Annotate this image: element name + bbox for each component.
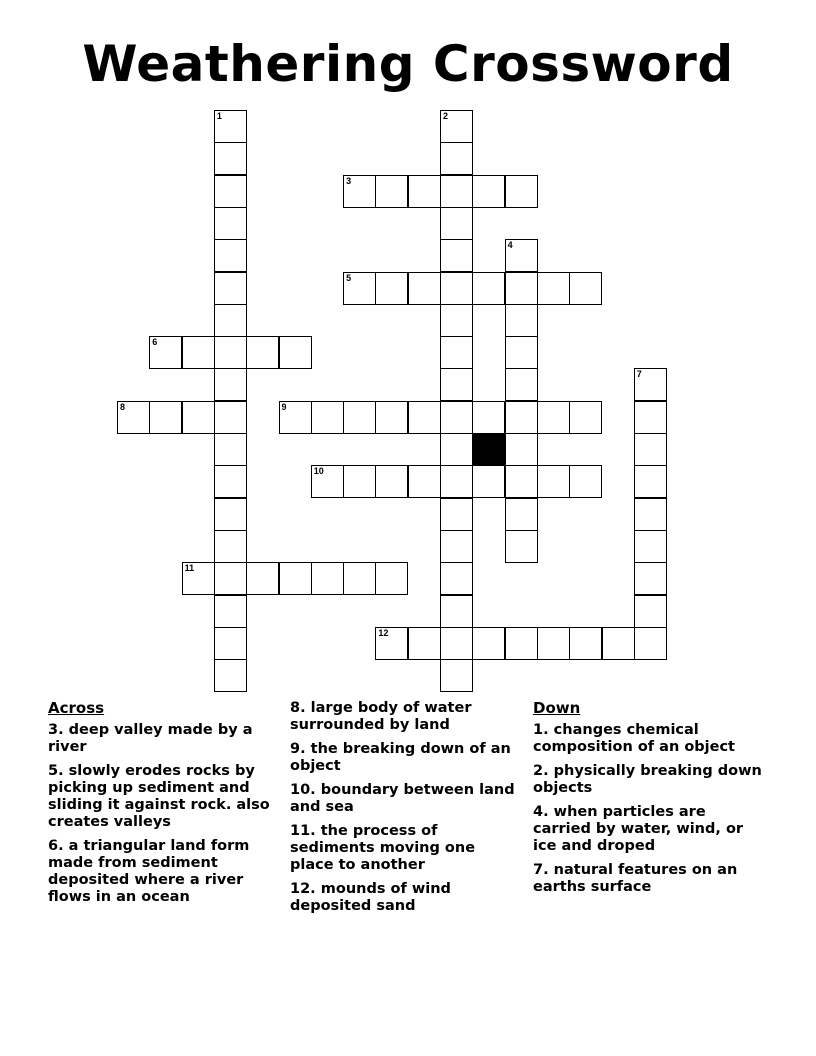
grid-cell[interactable] bbox=[440, 175, 473, 208]
grid-cell[interactable] bbox=[343, 272, 376, 305]
grid-cell[interactable] bbox=[505, 433, 538, 466]
grid-cell[interactable] bbox=[440, 562, 473, 595]
clue-down-7: 7. natural features on an earths surface bbox=[533, 862, 738, 895]
grid-cell[interactable] bbox=[246, 562, 279, 595]
grid-cell[interactable] bbox=[505, 368, 538, 401]
grid-cell[interactable] bbox=[311, 562, 344, 595]
grid-cell[interactable] bbox=[182, 401, 215, 434]
grid-cell[interactable] bbox=[408, 401, 441, 434]
across-clues-column-2 bbox=[290, 700, 522, 922]
grid-cell[interactable] bbox=[569, 401, 602, 434]
grid-cell[interactable] bbox=[149, 401, 182, 434]
grid-cell[interactable] bbox=[440, 336, 473, 369]
clue-across-3: 3. deep valley made by a river bbox=[48, 722, 253, 755]
grid-cell[interactable] bbox=[602, 627, 635, 660]
grid-cell[interactable] bbox=[440, 368, 473, 401]
grid-cell[interactable] bbox=[440, 465, 473, 498]
grid-cell[interactable] bbox=[279, 401, 312, 434]
grid-cell[interactable] bbox=[214, 272, 247, 305]
clue-down-2: 2. physically breaking down objects bbox=[533, 763, 762, 796]
grid-cell[interactable] bbox=[505, 401, 538, 434]
grid-cell[interactable] bbox=[440, 498, 473, 531]
clue-number: 8 bbox=[120, 401, 126, 412]
clue-number: 2 bbox=[443, 111, 449, 121]
grid-cell[interactable] bbox=[214, 595, 247, 628]
grid-cell[interactable] bbox=[505, 175, 538, 208]
grid-cell[interactable] bbox=[440, 595, 473, 628]
grid-cell[interactable] bbox=[408, 465, 441, 498]
grid-cell[interactable] bbox=[634, 595, 667, 628]
grid-cell[interactable] bbox=[214, 239, 247, 272]
grid-cell[interactable] bbox=[505, 304, 538, 337]
grid-cell[interactable] bbox=[375, 627, 408, 660]
black-square bbox=[472, 433, 505, 466]
grid-cell[interactable] bbox=[214, 110, 247, 143]
grid-cell[interactable] bbox=[569, 627, 602, 660]
grid-cell[interactable] bbox=[214, 336, 247, 369]
grid-cell[interactable] bbox=[634, 465, 667, 498]
grid-cell[interactable] bbox=[569, 272, 602, 305]
clue-down-4: 4. when particles are carried by water, wind, or ice and droped bbox=[533, 804, 744, 854]
across-heading: Across bbox=[48, 699, 105, 717]
clue-across-5: 5. slowly erodes rocks by picking up sediment and sliding it against rock. also creates valleys bbox=[48, 763, 270, 830]
clue-number: 9 bbox=[281, 401, 287, 412]
grid-cell[interactable] bbox=[634, 627, 667, 660]
grid-cell[interactable] bbox=[375, 465, 408, 498]
grid-cell[interactable] bbox=[537, 627, 570, 660]
grid-cell[interactable] bbox=[634, 498, 667, 531]
grid-cell[interactable] bbox=[214, 659, 247, 692]
down-heading: Down bbox=[533, 699, 581, 717]
grid-cell[interactable] bbox=[440, 272, 473, 305]
grid-cell[interactable] bbox=[440, 659, 473, 692]
grid-cell[interactable] bbox=[279, 562, 312, 595]
clue-across-6: 6. a triangular land form made from sediment deposited where a river flows in an ocean bbox=[48, 838, 250, 905]
grid-cell[interactable] bbox=[246, 336, 279, 369]
grid-cell[interactable] bbox=[214, 465, 247, 498]
grid-cell[interactable] bbox=[440, 530, 473, 563]
grid-cell[interactable] bbox=[634, 562, 667, 595]
grid-cell[interactable] bbox=[505, 530, 538, 563]
grid-cell[interactable] bbox=[343, 401, 376, 434]
grid-cell[interactable] bbox=[505, 336, 538, 369]
grid-cell[interactable] bbox=[214, 401, 247, 434]
page-title: Weathering Crossword bbox=[82, 35, 734, 93]
down-clues-column bbox=[533, 700, 765, 903]
grid-cell[interactable] bbox=[408, 175, 441, 208]
grid-cell[interactable] bbox=[375, 401, 408, 434]
grid-cell[interactable] bbox=[440, 142, 473, 175]
clue-number: 1 bbox=[216, 111, 222, 121]
grid-cell[interactable] bbox=[214, 304, 247, 337]
across-clues-column-1 bbox=[48, 700, 280, 913]
grid-cell[interactable] bbox=[634, 530, 667, 563]
grid-cell[interactable] bbox=[440, 239, 473, 272]
grid-cell[interactable] bbox=[505, 498, 538, 531]
grid-cell[interactable] bbox=[537, 272, 570, 305]
grid-cell[interactable] bbox=[440, 401, 473, 434]
clue-number: 6 bbox=[152, 337, 158, 348]
grid-cell[interactable] bbox=[569, 465, 602, 498]
grid-cell[interactable] bbox=[472, 272, 505, 305]
grid-cell[interactable] bbox=[214, 175, 247, 208]
clue-across-12: 12. mounds of wind deposited sand bbox=[290, 881, 451, 914]
grid-cell[interactable] bbox=[214, 433, 247, 466]
grid-cell[interactable] bbox=[311, 401, 344, 434]
clue-across-11: 11. the process of sediments moving one place to another bbox=[290, 823, 476, 873]
grid-cell[interactable] bbox=[505, 627, 538, 660]
grid-cell[interactable] bbox=[408, 272, 441, 305]
grid-cell[interactable] bbox=[375, 272, 408, 305]
grid-cell[interactable] bbox=[214, 562, 247, 595]
grid-cell[interactable] bbox=[149, 336, 182, 369]
grid-cell[interactable] bbox=[634, 433, 667, 466]
clue-across-8: 8. large body of water surrounded by land bbox=[290, 700, 472, 733]
grid-cell[interactable] bbox=[440, 304, 473, 337]
grid-cell[interactable] bbox=[472, 175, 505, 208]
clue-number: 12 bbox=[378, 627, 389, 638]
grid-cell[interactable] bbox=[214, 530, 247, 563]
grid-cell[interactable] bbox=[440, 207, 473, 240]
grid-cell[interactable] bbox=[214, 498, 247, 531]
grid-cell[interactable] bbox=[214, 368, 247, 401]
grid-cell[interactable] bbox=[472, 401, 505, 434]
grid-cell[interactable] bbox=[537, 401, 570, 434]
clue-number: 5 bbox=[346, 272, 352, 283]
clue-across-10: 10. boundary between land and sea bbox=[290, 782, 515, 815]
grid-cell[interactable] bbox=[343, 562, 376, 595]
grid-cell[interactable] bbox=[214, 142, 247, 175]
grid-cell[interactable] bbox=[343, 175, 376, 208]
grid-cell[interactable] bbox=[408, 627, 441, 660]
clue-number: 4 bbox=[507, 240, 513, 251]
grid-cell[interactable] bbox=[375, 175, 408, 208]
grid-cell[interactable] bbox=[634, 368, 667, 401]
grid-cell[interactable] bbox=[214, 627, 247, 660]
grid-cell[interactable] bbox=[440, 627, 473, 660]
clue-across-9: 9. the breaking down of an object bbox=[290, 741, 511, 774]
grid-cell[interactable] bbox=[537, 465, 570, 498]
grid-cell[interactable] bbox=[472, 465, 505, 498]
grid-cell[interactable] bbox=[472, 627, 505, 660]
grid-cell[interactable] bbox=[182, 336, 215, 369]
grid-cell[interactable] bbox=[311, 465, 344, 498]
clue-number: 10 bbox=[313, 466, 324, 477]
grid-cell[interactable] bbox=[505, 465, 538, 498]
clue-down-1: 1. changes chemical composition of an object bbox=[533, 722, 735, 755]
grid-cell[interactable] bbox=[117, 401, 150, 434]
grid-cell[interactable] bbox=[214, 207, 247, 240]
grid-cell[interactable] bbox=[634, 401, 667, 434]
grid-cell[interactable] bbox=[440, 110, 473, 143]
grid-cell[interactable] bbox=[505, 272, 538, 305]
grid-cell[interactable] bbox=[505, 239, 538, 272]
clue-number: 7 bbox=[636, 369, 642, 380]
grid-cell[interactable] bbox=[440, 433, 473, 466]
clue-number: 11 bbox=[184, 563, 195, 574]
grid-cell[interactable] bbox=[343, 465, 376, 498]
grid-cell[interactable] bbox=[182, 562, 215, 595]
grid-cell[interactable] bbox=[279, 336, 312, 369]
clue-number: 3 bbox=[346, 175, 352, 186]
grid-cell[interactable] bbox=[375, 562, 408, 595]
